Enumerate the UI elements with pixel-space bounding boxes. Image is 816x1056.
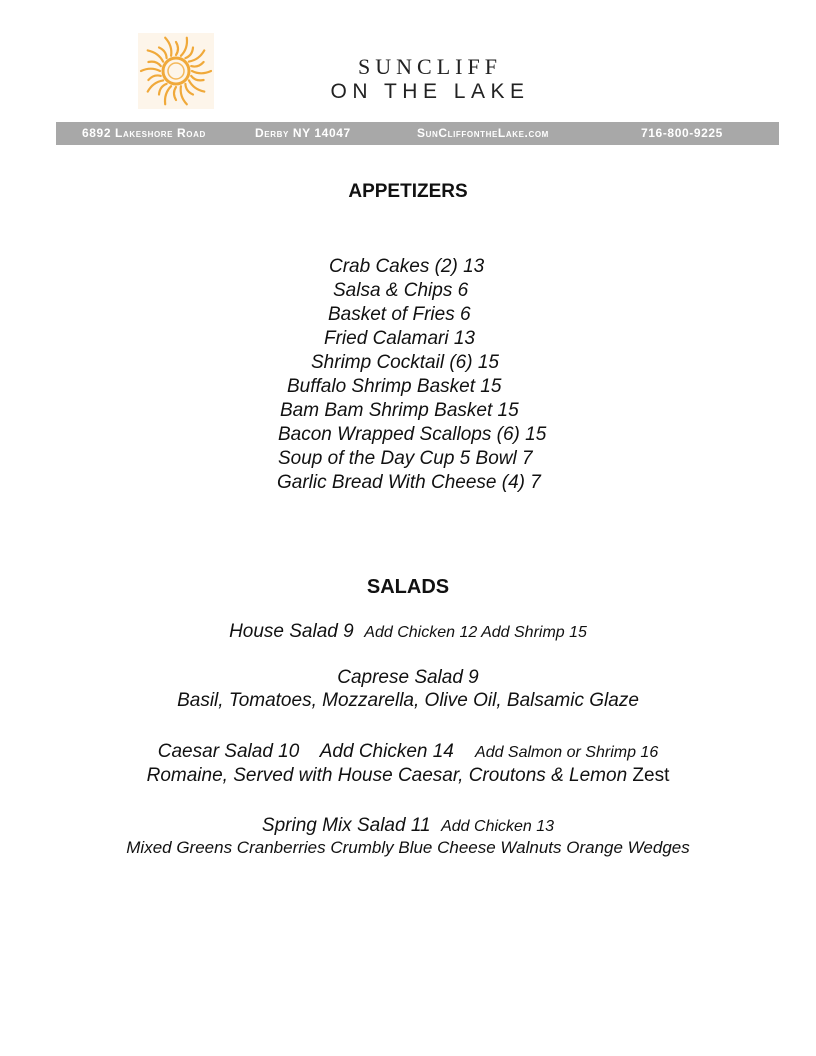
appetizer-item: Basket of Fries 6 bbox=[328, 304, 471, 325]
city-text: Derby NY 14047 bbox=[255, 126, 351, 140]
appetizer-item: Shrimp Cocktail (6) 15 bbox=[311, 352, 499, 373]
appetizer-item: Soup of the Day Cup 5 Bowl 7 bbox=[278, 448, 533, 469]
appetizers-heading: APPETIZERS bbox=[348, 181, 468, 202]
caesar-add-chicken: Add Chicken 14 bbox=[319, 741, 454, 762]
spring-salad-name: Spring Mix Salad 11 bbox=[261, 815, 431, 836]
spring-salad-addons: Add Chicken 13 bbox=[441, 818, 555, 835]
appetizer-item: Crab Cakes (2) 13 bbox=[329, 256, 485, 277]
phone-text: 716-800-9225 bbox=[641, 126, 723, 140]
appetizer-item: Garlic Bread With Cheese (4) 7 bbox=[277, 472, 541, 493]
sun-logo-icon bbox=[138, 33, 214, 109]
address-text: 6892 Lakeshore Road bbox=[82, 126, 206, 140]
caesar-add-salmon-shrimp: Add Salmon or Shrimp 16 bbox=[475, 744, 659, 761]
salads-heading: SALADS bbox=[366, 576, 450, 598]
house-salad-addons: Add Chicken 12 Add Shrimp 15 bbox=[364, 624, 587, 641]
house-salad-line bbox=[0, 621, 816, 643]
appetizer-item: Fried Calamari 13 bbox=[324, 328, 475, 349]
house-salad-name: House Salad 9 bbox=[229, 621, 354, 642]
caprese-salad-desc: Basil, Tomatoes, Mozzarella, Olive Oil, Balsamic Glaze bbox=[177, 690, 639, 711]
spring-salad-line bbox=[0, 815, 816, 837]
caesar-salad-name: Caesar Salad 10 bbox=[157, 741, 300, 762]
brand-name: SUNCLIFF bbox=[358, 54, 502, 79]
website-link[interactable]: SunCliffontheLake.com bbox=[417, 126, 549, 140]
appetizer-item: Bam Bam Shrimp Basket 15 bbox=[280, 400, 519, 421]
appetizer-item: Salsa & Chips 6 bbox=[333, 280, 469, 301]
appetizer-item: Buffalo Shrimp Basket 15 bbox=[287, 376, 502, 397]
caesar-salad-desc-line bbox=[0, 765, 816, 787]
spring-salad-desc: Mixed Greens Cranberries Crumbly Blue Cheese Walnuts Orange Wedges bbox=[126, 838, 690, 857]
caesar-salad-line bbox=[0, 741, 816, 763]
brand-tagline: ON THE LAKE bbox=[330, 80, 530, 103]
caprese-salad-name: Caprese Salad 9 bbox=[337, 667, 479, 688]
contact-bar bbox=[56, 122, 779, 145]
caesar-salad-desc-end: Zest bbox=[632, 765, 670, 786]
appetizer-item: Bacon Wrapped Scallops (6) 15 bbox=[278, 424, 547, 445]
caesar-salad-desc: Romaine, Served with House Caesar, Croutons & Lemon bbox=[146, 765, 628, 786]
